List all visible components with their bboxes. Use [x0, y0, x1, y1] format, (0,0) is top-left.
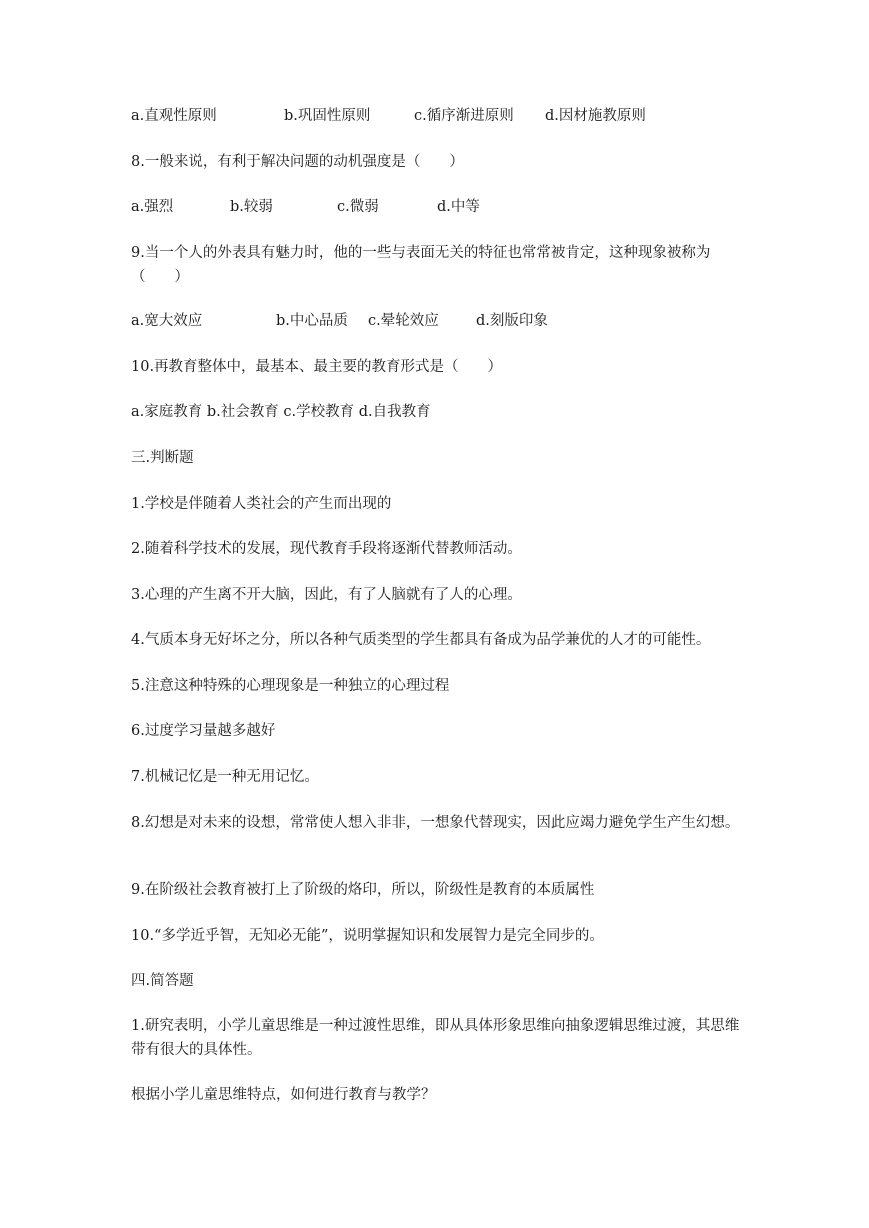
q9-option-a: a.宽大效应	[131, 313, 203, 329]
q7-option-a: a.直观性原则	[131, 108, 217, 124]
judge-item-2: 2.随着科学技术的发展，现代教育手段将逐渐代替教师活动。	[131, 541, 522, 557]
q7-option-b: b.巩固性原则	[284, 108, 371, 124]
judge-item-6: 6.过度学习量越多越好	[131, 723, 276, 739]
q9-stem: 9.当一个人的外表具有魅力时，他的一些与表面无关的特征也常常被肯定，这种现象被称为（ ）	[131, 245, 711, 285]
q9-option-b: b.中心品质	[276, 313, 348, 329]
judge-item-8: 8.幻想是对未来的设想，常常使人想入非非，一想象代替现实，因此应竭力避免学生产生幻想。	[131, 815, 740, 831]
q7-option-d: d.因材施教原则	[545, 108, 646, 124]
q9-option-d: d.刻版印象	[476, 313, 548, 329]
q10-stem: 10.再教育整体中，最基本、最主要的教育形式是（ ）	[131, 359, 503, 375]
q7-option-c: c.循序渐进原则	[414, 108, 514, 124]
judge-item-4: 4.气质本身无好坏之分，所以各种气质类型的学生都具有备成为品学兼优的人才的可能性。	[131, 632, 711, 648]
q8-option-b: b.较弱	[230, 199, 273, 215]
judge-item-10: 10.“多学近乎智，无知必无能”，说明掌握知识和发展智力是完全同步的。	[131, 928, 604, 944]
q8-stem: 8.一般来说，有利于解决问题的动机强度是（ ）	[131, 154, 464, 170]
judge-item-5: 5.注意这种特殊的心理现象是一种独立的心理过程	[131, 678, 450, 694]
section-3-title: 三.判断题	[131, 450, 194, 466]
judge-item-9: 9.在阶级社会教育被打上了阶级的烙印，所以，阶级性是教育的本质属性	[131, 882, 595, 898]
q10-options: a.家庭教育 b.社会教育 c.学校教育 d.自我教育	[131, 404, 431, 420]
short-answer-1-stem: 1.研究表明，小学儿童思维是一种过渡性思维，即从具体形象思维向抽象逻辑思维过渡，其思维带有很大的具体性。	[131, 1018, 740, 1058]
q8-option-a: a.强烈	[131, 199, 174, 215]
q8-option-c: c.微弱	[337, 199, 379, 215]
short-answer-1-question: 根据小学儿童思维特点，如何进行教育与教学？	[131, 1087, 436, 1103]
q9-option-c: c.晕轮效应	[368, 313, 439, 329]
section-4-title: 四.简答题	[131, 973, 194, 989]
judge-item-7: 7.机械记忆是一种无用记忆。	[131, 769, 319, 785]
judge-item-1: 1.学校是伴随着人类社会的产生而出现的	[131, 496, 392, 512]
judge-item-3: 3.心理的产生离不开大脑，因此，有了人脑就有了人的心理。	[131, 587, 522, 603]
q8-option-d: d.中等	[437, 199, 480, 215]
